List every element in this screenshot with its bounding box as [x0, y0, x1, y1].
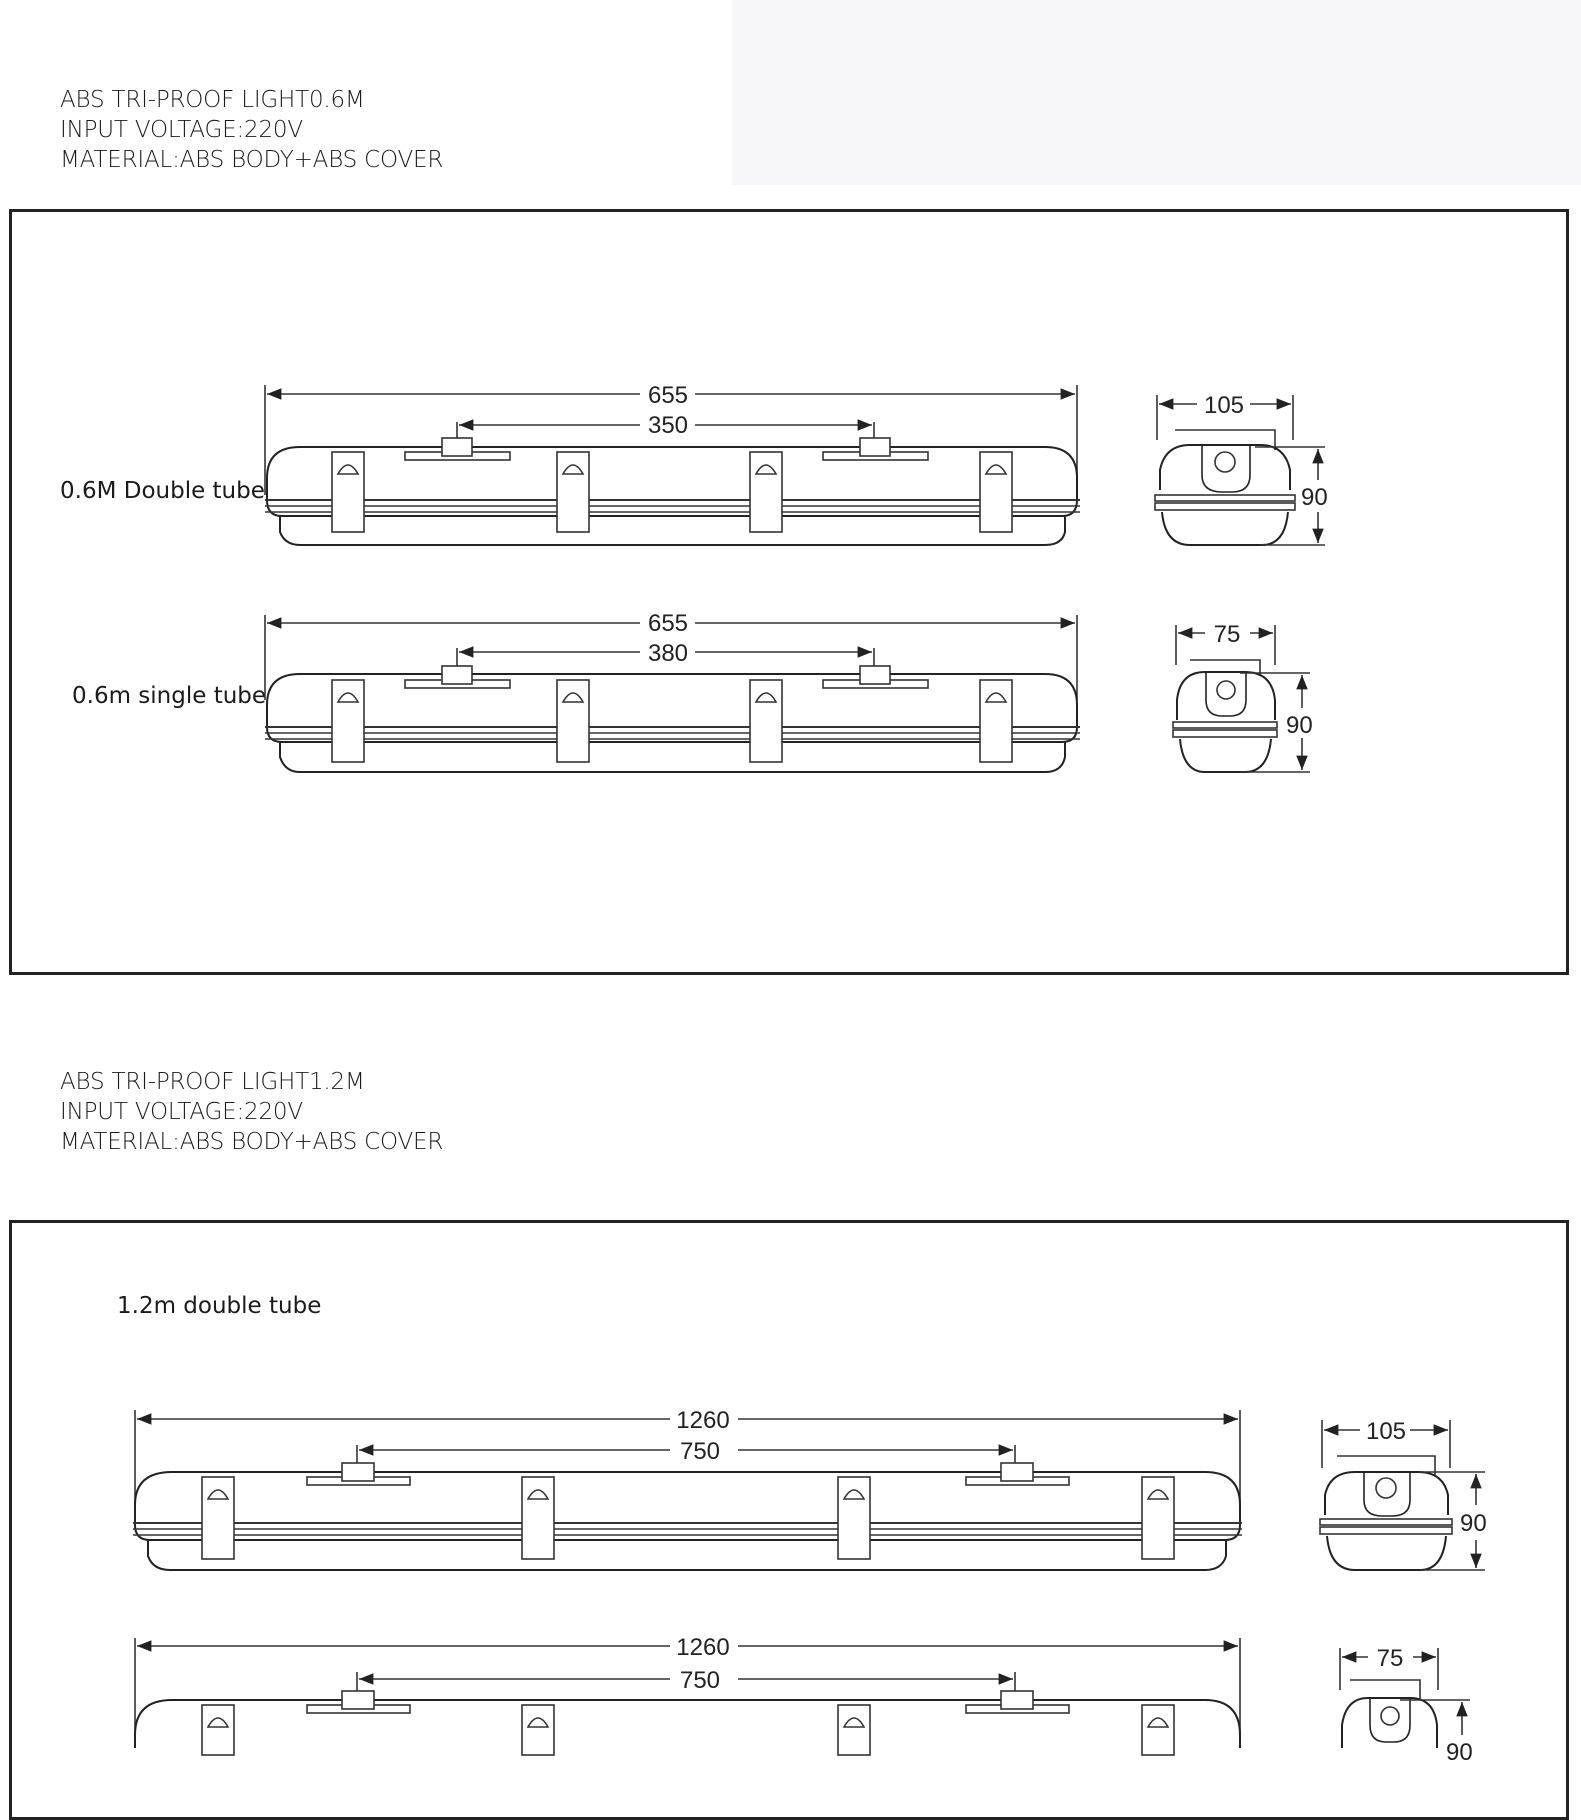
dim-mount-label: 380	[647, 640, 689, 667]
dim-end-height-label: 90	[1301, 484, 1328, 511]
dim-end-height-label: 90	[1460, 1510, 1487, 1537]
spec-material: MATERIAL:ABS BODY+ABS COVER	[60, 147, 444, 173]
dim-end-width-label: 75	[1376, 1645, 1404, 1672]
dim-overall-label: 655	[647, 610, 689, 637]
spec-title: ABS TRI-PROOF LIGHT0.6M	[60, 87, 365, 113]
dim-end-height-label: 90	[1286, 712, 1313, 739]
caption-0-6m-single: 0.6m single tube	[72, 683, 267, 709]
dim-end-width-label: 105	[1365, 1418, 1407, 1445]
dim-mount-label: 350	[647, 412, 689, 439]
caption-0-6m-double: 0.6M Double tube	[60, 478, 265, 504]
dim-mount-label: 750	[679, 1438, 721, 1465]
dim-overall-label: 1260	[676, 1634, 730, 1661]
spec-title: ABS TRI-PROOF LIGHT1.2M	[60, 1069, 365, 1095]
caption-1-2m-double: 1.2m double tube	[117, 1293, 322, 1319]
dim-end-width-label: 105	[1203, 392, 1245, 419]
spec-material: MATERIAL:ABS BODY+ABS COVER	[60, 1129, 444, 1155]
spec-voltage: INPUT VOLTAGE:220V	[60, 117, 303, 143]
dim-overall-label: 1260	[676, 1407, 730, 1434]
dim-end-height-label: 90	[1446, 1739, 1473, 1766]
dim-mount-label: 750	[679, 1667, 721, 1694]
spec-voltage: INPUT VOLTAGE:220V	[60, 1099, 303, 1125]
dim-overall-label: 655	[647, 382, 689, 409]
dim-end-width-label: 75	[1213, 621, 1241, 648]
